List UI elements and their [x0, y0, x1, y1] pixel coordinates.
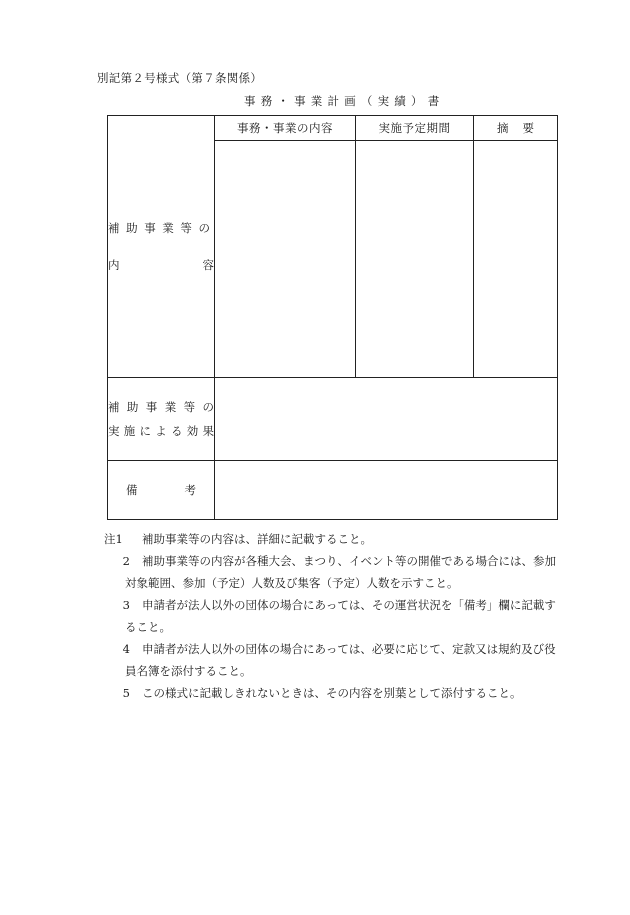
remarks-label-cell	[108, 461, 215, 520]
remarks-label-char-b: 考	[184, 483, 196, 497]
column-header-period: 実施予定期間	[356, 116, 474, 141]
note-text: 補助事業等の内容は、詳細に記載すること。	[142, 532, 372, 546]
note-number: 5	[122, 686, 130, 700]
form-number-label: 別記第２号様式（第７条関係）	[97, 71, 263, 85]
content-label-char-a: 内	[108, 257, 160, 272]
content-label-cell	[108, 116, 215, 378]
note-number: 2	[122, 554, 130, 568]
column-header-summary: 摘要	[474, 116, 558, 141]
note-item	[104, 594, 579, 638]
remarks-cell[interactable]	[215, 461, 558, 520]
content-label-line1: 補助事業等の	[108, 220, 214, 235]
note-text-continued: ること。	[125, 620, 171, 634]
notes-prefix: 注	[104, 532, 116, 546]
note-number: 3	[122, 598, 130, 612]
note-item	[104, 528, 579, 550]
effect-cell[interactable]	[215, 378, 558, 461]
effect-label-line1: 補助事業等の	[108, 400, 214, 414]
remarks-label-char-a: 備	[126, 483, 160, 497]
business-content-cell[interactable]	[215, 141, 356, 378]
period-cell[interactable]	[356, 141, 474, 378]
effect-row	[108, 378, 558, 461]
document-title: 事務・事業計画（実績）書	[244, 94, 445, 108]
content-label-line2	[108, 247, 214, 284]
note-number	[104, 528, 134, 550]
note-item	[104, 638, 579, 682]
note-text: 補助事業等の内容が各種大会、まつり、イベント等の開催である場合には、参加	[142, 554, 556, 568]
note-item	[104, 682, 579, 704]
note-text-continued: 員名簿を添付すること。	[125, 664, 252, 678]
content-label-char-b: 容	[202, 257, 214, 272]
note-text: 申請者が法人以外の団体の場合にあっては、その運営状況を「備考」欄に記載す	[142, 598, 556, 612]
summary-cell[interactable]	[474, 141, 558, 378]
notes-section	[104, 528, 579, 704]
note-number-1: 1	[115, 532, 123, 546]
effect-label-cell	[108, 378, 215, 461]
business-plan-table	[107, 115, 558, 520]
note-item	[104, 550, 579, 594]
table-header-row	[108, 116, 558, 141]
note-text-continued: 対象範囲、参加（予定）人数及び集客（予定）人数を示すこと。	[125, 576, 459, 590]
note-text: この様式に記載しきれないときは、その内容を別葉として添付すること。	[142, 686, 522, 700]
remarks-row	[108, 461, 558, 520]
effect-label-line2: 実施による効果	[108, 424, 214, 438]
note-number: 4	[122, 642, 130, 656]
remarks-label	[108, 482, 214, 498]
column-header-business-content: 事務・事業の内容	[215, 116, 356, 141]
note-text: 申請者が法人以外の団体の場合にあっては、必要に応じて、定款又は規約及び役	[142, 642, 556, 656]
